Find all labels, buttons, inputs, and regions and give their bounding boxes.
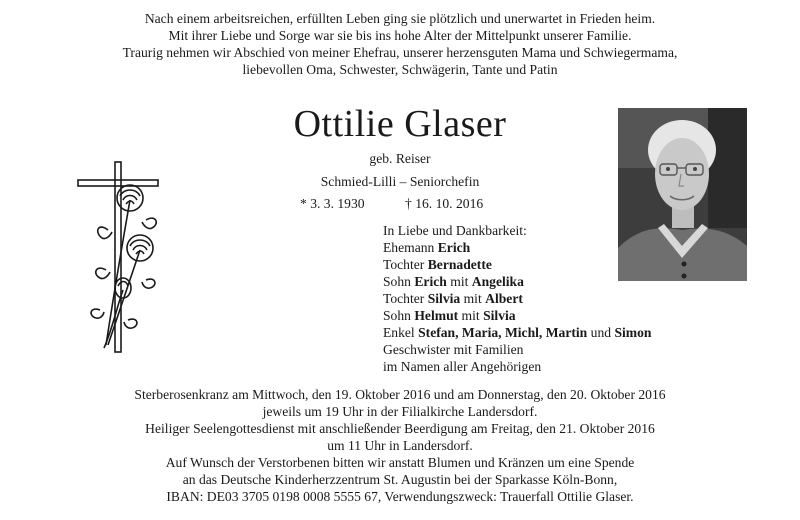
notice-line: um 11 Uhr in Landersdorf. xyxy=(327,438,473,453)
mourner-line xyxy=(383,239,651,256)
death-date: † 16. 10. 2016 xyxy=(405,196,484,211)
mourner-line xyxy=(383,290,651,307)
mourners-list xyxy=(383,222,651,375)
mourner-name: Albert xyxy=(485,291,523,306)
mourner-joiner: und xyxy=(587,325,615,340)
service-notice xyxy=(0,386,800,505)
mourner-line xyxy=(383,358,651,375)
mourner-relation: Enkel xyxy=(383,325,419,340)
mourner-relation: Sohn xyxy=(383,308,415,323)
mourner-name: Bernadette xyxy=(427,257,492,272)
mourner-line xyxy=(383,222,651,239)
mourner-name: Stefan, Maria, Michl, Martin xyxy=(418,325,588,340)
mourner-line xyxy=(383,256,651,273)
notice-line: Sterberosenkranz am Mittwoch, den 19. Oktober 2016 und am Donnerstag, den 20. Oktober 2016 xyxy=(134,387,666,402)
mourner-line xyxy=(383,273,651,290)
birth-date: * 3. 3. 1930 xyxy=(300,196,365,211)
intro-text xyxy=(0,10,800,78)
mourner-name: Silvia xyxy=(483,308,516,323)
mourner-joiner: mit xyxy=(458,308,484,323)
notice-line: IBAN: DE03 3705 0198 0008 5555 67, Verwendungszweck: Trauerfall Ottilie Glaser. xyxy=(166,489,634,504)
mourner-relation: Sohn xyxy=(383,274,415,289)
intro-line: Mit ihrer Liebe und Sorge war sie bis ins hohe Alter der Mittelpunkt unserer Familie. xyxy=(168,28,632,43)
intro-line: Nach einem arbeitsreichen, erfüllten Leben ging sie plötzlich und unerwartet in Frieden heim. xyxy=(144,11,656,26)
deceased-name: Ottilie Glaser xyxy=(293,103,507,145)
mourner-name: Silvia xyxy=(427,291,461,306)
mourner-name: Angelika xyxy=(471,274,524,289)
mourner-name: Simon xyxy=(614,325,652,340)
mourner-relation: Tochter xyxy=(383,257,428,272)
nickname: Schmied-Lilli – Seniorchefin xyxy=(320,174,480,189)
cross-with-roses-icon xyxy=(68,160,168,360)
notice-line: Auf Wunsch der Verstorbenen bitten wir anstatt Blumen und Kränzen um eine Spende xyxy=(165,455,635,470)
mourner-line xyxy=(383,341,651,358)
mourner-name: Erich xyxy=(414,274,447,289)
mourner-relation: In Liebe und Dankbarkeit: xyxy=(383,223,527,238)
mourner-name: Helmut xyxy=(414,308,459,323)
mourner-joiner: mit xyxy=(446,274,472,289)
mourner-name: Erich xyxy=(437,240,471,255)
mourner-line xyxy=(383,324,651,341)
mourner-relation: Ehemann xyxy=(383,240,438,255)
notice-line: an das Deutsche Kinderherzzentrum St. Augustin bei der Sparkasse Köln-Bonn, xyxy=(182,472,618,487)
mourner-line xyxy=(383,307,651,324)
mourner-relation: Tochter xyxy=(383,291,428,306)
notice-line: jeweils um 19 Uhr in der Filialkirche Landersdorf. xyxy=(262,404,538,419)
intro-line: liebevollen Oma, Schwester, Schwägerin, Tante und Patin xyxy=(242,62,558,77)
mourner-relation: im Namen aller Angehörigen xyxy=(383,359,542,374)
intro-line: Traurig nehmen wir Abschied von meiner Ehefrau, unserer herzensguten Mama und Schwiegermama, xyxy=(122,45,678,60)
notice-line: Heiliger Seelengottesdienst mit anschließender Beerdigung am Freitag, den 21. Oktober 2016 xyxy=(145,421,655,436)
mourner-joiner: mit xyxy=(460,291,486,306)
mourner-relation: Geschwister mit Familien xyxy=(383,342,524,357)
maiden-name: geb. Reiser xyxy=(369,151,431,166)
